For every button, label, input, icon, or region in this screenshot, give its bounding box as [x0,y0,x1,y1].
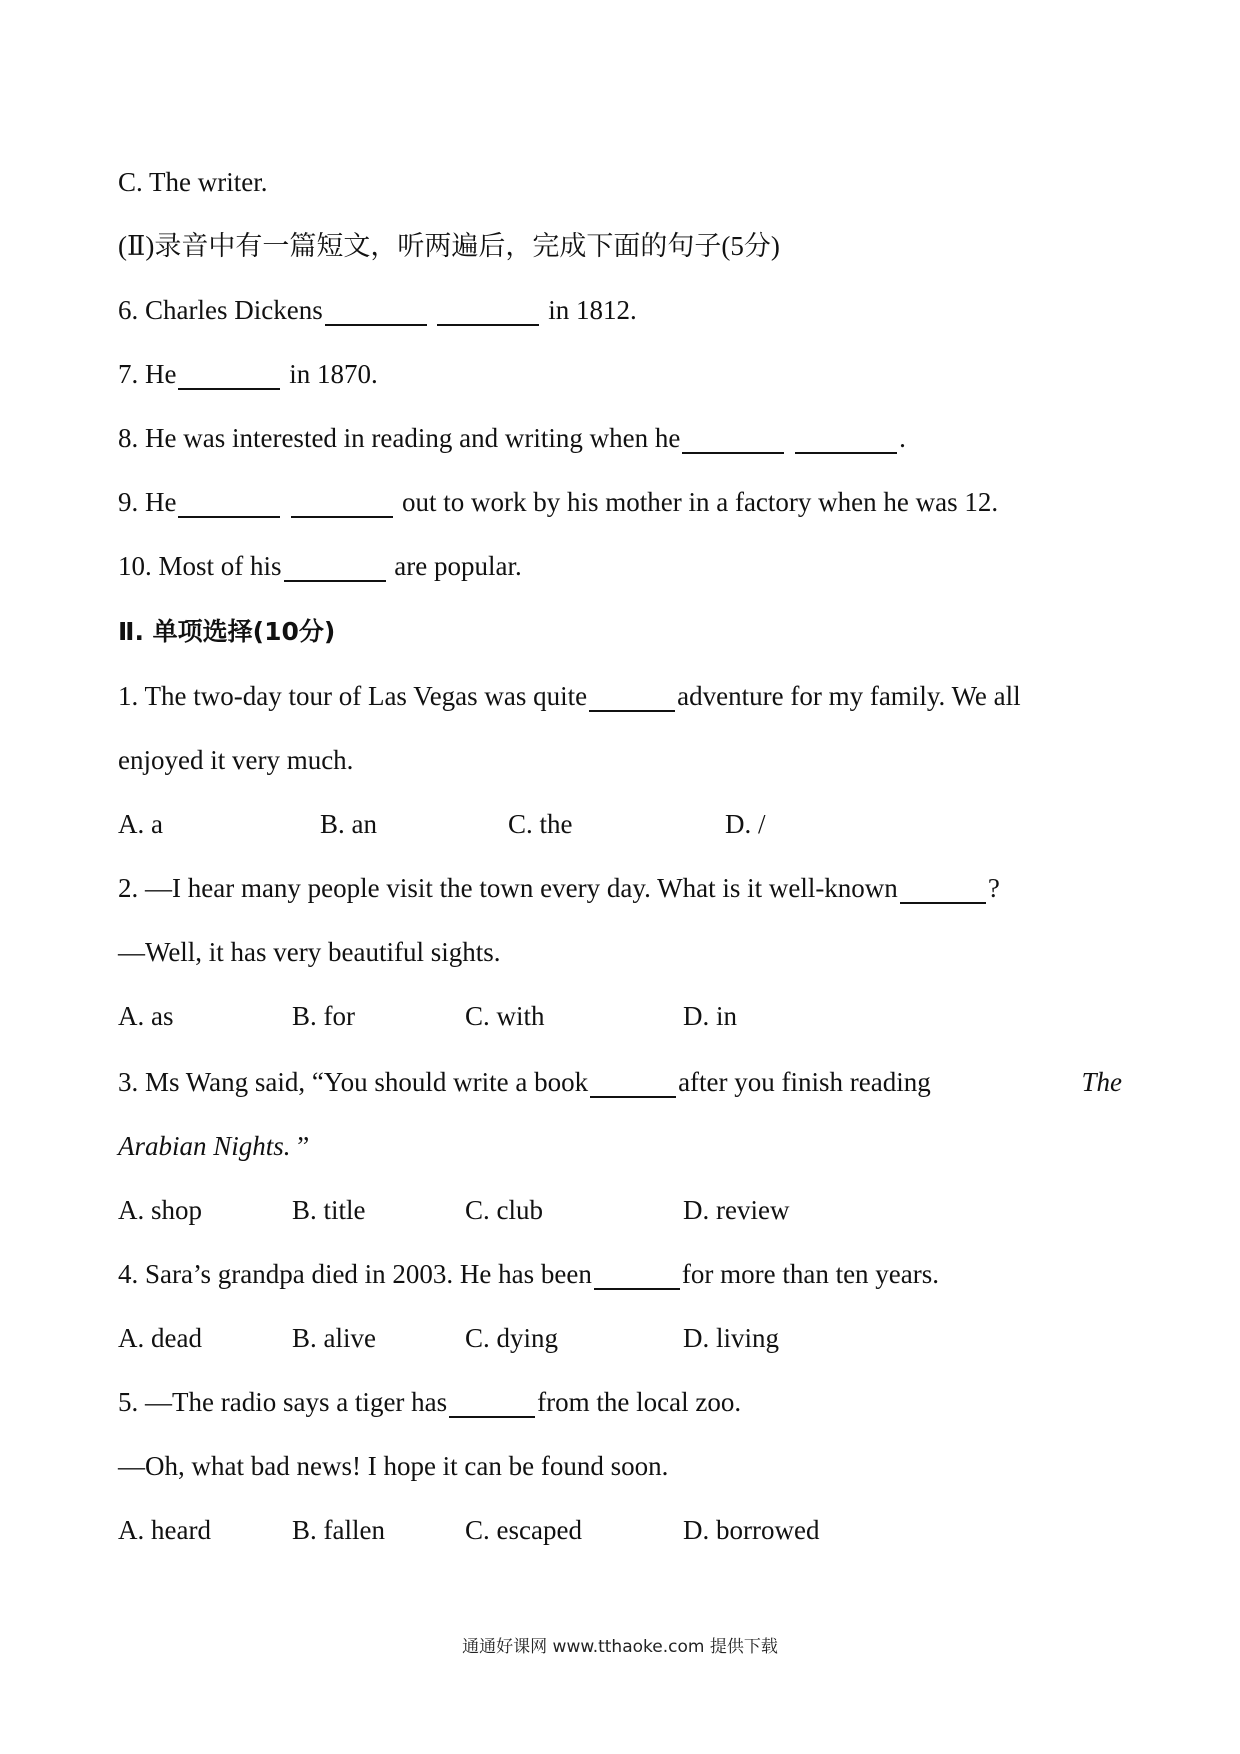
q5-option-c[interactable]: C. escaped [465,1515,582,1545]
question-3-continued [118,1130,309,1162]
answer-blank[interactable] [291,486,393,518]
book-title-part: The [1081,1067,1122,1097]
question-4 [118,1258,939,1290]
q2-option-d[interactable]: D. in [683,1001,737,1031]
answer-blank[interactable] [900,872,986,904]
item-7-text: 7. He [118,359,177,389]
answer-blank[interactable] [178,358,280,390]
q2-option-c[interactable]: C. with [465,1001,545,1031]
answer-blank[interactable] [284,550,386,582]
listening-item-10 [118,550,522,582]
question-2-stem: 2. —I hear many people visit the town every day. What is it well-known [118,873,898,903]
listening-item-9 [118,486,998,518]
q5-option-d[interactable]: D. borrowed [683,1515,820,1545]
item-9-text-after: out to work by his mother in a factory when he was 12. [395,487,999,517]
q1-option-d[interactable]: D. / [725,809,766,839]
q4-option-a[interactable]: A. dead [118,1323,202,1353]
q4-option-c[interactable]: C. dying [465,1323,559,1353]
answer-blank[interactable] [178,486,280,518]
question-3 [118,1066,1122,1098]
q1-option-a[interactable]: A. a [118,809,163,839]
q1-option-c[interactable]: C. the [508,809,573,839]
question-2-mark: ? [987,873,1000,903]
page-footer: 通通好课网 www.tthaoke.com 提供下载 [462,1637,778,1657]
question-1-stem: 1. The two-day tour of Las Vegas was quite adventure for my family. We all [118,681,1021,711]
question-4-rest: for more than ten years. [681,1259,940,1289]
answer-blank[interactable] [449,1386,535,1418]
q5-option-b[interactable]: B. fallen [292,1515,385,1545]
book-title: Arabian Nights. [118,1131,291,1161]
listening-item-6 [118,294,637,326]
question-2-reply: —Well, it has very beautiful sights. [118,937,501,967]
question-5 [118,1386,741,1418]
q2-option-b[interactable]: B. for [292,1001,355,1031]
answer-blank[interactable] [437,294,539,326]
closing-quote: ” [290,1131,310,1161]
question-5-stem: 5. —The radio says a tiger has [118,1387,448,1417]
multiple-choice-heading: Ⅱ. 单项选择(10分) [118,617,336,646]
question-5-reply: —Oh, what bad news! I hope it can be found soon. [118,1451,669,1481]
answer-blank[interactable] [590,1066,676,1098]
answer-blank[interactable] [795,422,897,454]
question-1 [118,680,1122,712]
item-8-text-after: . [899,423,906,453]
item-10-text-after: are popular. [387,551,522,581]
listening-section-heading: (Ⅱ)录音中有一篇短文，听两遍后，完成下面的句子(5分) [118,231,780,261]
option-c-writer: C. The writer. [118,167,268,197]
q5-option-a[interactable]: A. heard [118,1515,211,1545]
q3-option-c[interactable]: C. club [465,1195,543,1225]
q3-option-a[interactable]: A. shop [118,1195,203,1225]
q2-option-a[interactable]: A. as [118,1001,174,1031]
answer-blank[interactable] [589,680,675,712]
answer-blank[interactable] [325,294,427,326]
item-8-text: 8. He was interested in reading and writing when he [118,423,681,453]
question-2 [118,872,1000,904]
question-4-stem: 4. Sara’s grandpa died in 2003. He has been [118,1259,592,1289]
listening-item-8 [118,422,906,454]
q1-option-b[interactable]: B. an [320,809,377,839]
item-6-text-after: in 1812. [541,295,637,325]
answer-blank[interactable] [594,1258,680,1290]
q4-option-b[interactable]: B. alive [292,1323,376,1353]
q3-option-d[interactable]: D. review [683,1195,790,1225]
item-9-text: 9. He [118,487,177,517]
q3-option-b[interactable]: B. title [292,1195,366,1225]
item-10-text: 10. Most of his [118,551,282,581]
question-1-continued: enjoyed it very much. [118,745,354,775]
question-3-stem: 3. Ms Wang said, “You should write a book after you finish reading [118,1067,931,1097]
item-7-text-after: in 1870. [282,359,378,389]
question-5-rest: from the local zoo. [537,1387,742,1417]
answer-blank[interactable] [682,422,784,454]
item-6-text: 6. Charles Dickens [118,295,323,325]
listening-item-7 [118,358,378,390]
q4-option-d[interactable]: D. living [683,1323,780,1353]
